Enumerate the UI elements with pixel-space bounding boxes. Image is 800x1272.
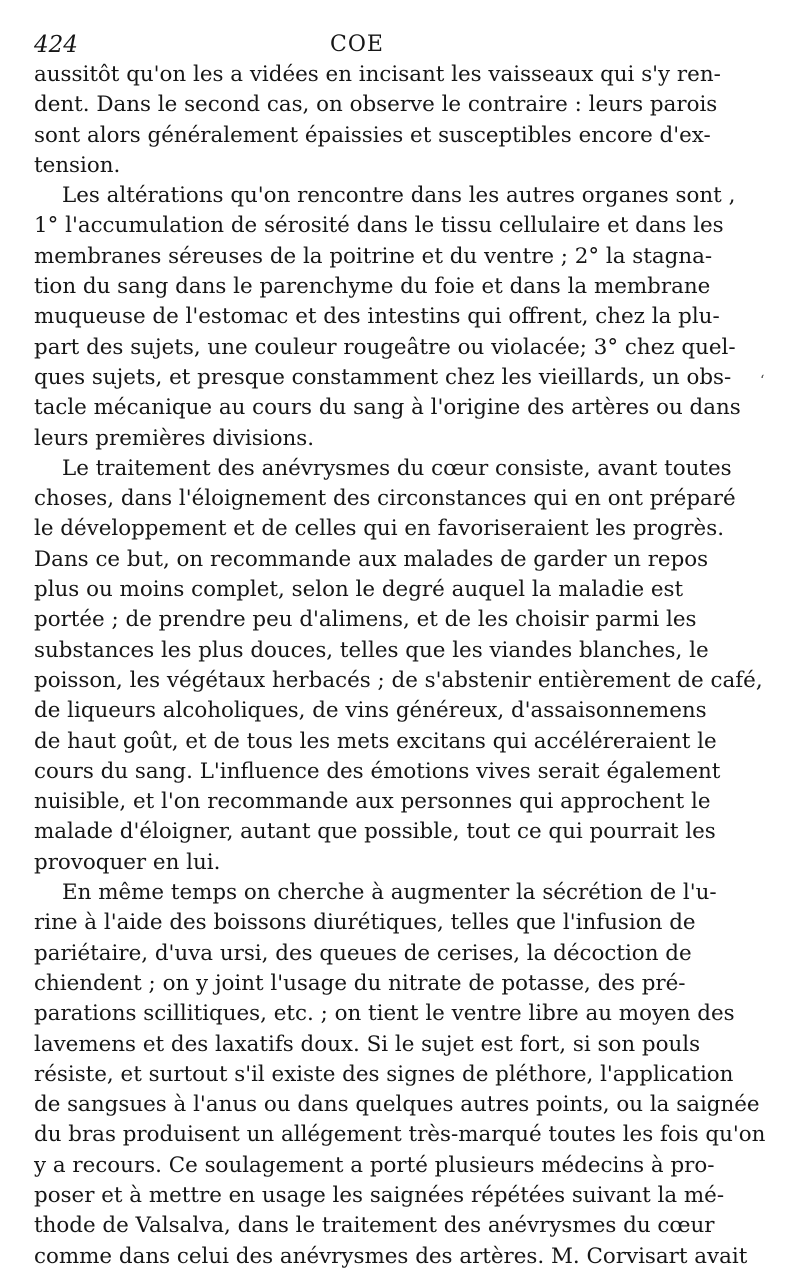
text-line: dent. Dans le second cas, on observe le contraire : leurs parois — [34, 92, 718, 118]
text-line: le développement et de celles qui en favoriseraient les progrès. — [34, 516, 724, 542]
text-line: parations scillitiques, etc. ; on tient le ventre libre au moyen des — [34, 1001, 735, 1027]
text-line: tacle mécanique au cours du sang à l'origine des artères ou dans — [34, 395, 741, 421]
text-line: y a recours. Ce soulagement a porté plusieurs médecins à pro- — [34, 1152, 715, 1178]
text-line: du bras produisent un allégement très-marqué toutes les fois qu'on — [34, 1122, 766, 1148]
text-line: chiendent ; on y joint l'usage du nitrate de potasse, des pré- — [34, 970, 686, 996]
text-line: En même temps on cherche à augmenter la sécrétion de l'u- — [62, 880, 717, 906]
text-line: cours du sang. L'influence des émotions vives serait également — [34, 758, 721, 784]
text-line: malade d'éloigner, autant que possible, tout ce qui pourrait les — [34, 819, 716, 845]
text-line: provoquer en lui. — [34, 849, 221, 875]
text-line: plus ou moins complet, selon le degré auquel la maladie est — [34, 577, 684, 603]
text-line: aussitôt qu'on les a vidées en incisant les vaisseaux qui s'y ren- — [34, 62, 721, 87]
text-line: Les altérations qu'on rencontre dans les autres organes sont , — [62, 183, 736, 209]
page-number: 424 — [34, 32, 78, 58]
page-header — [34, 30, 680, 64]
text-line: Dans ce but, on recommande aux malades de garder un repos — [34, 546, 709, 572]
text-line: résiste, et surtout s'il existe des signes de pléthore, l'application — [34, 1061, 734, 1087]
text-line: thode de Valsalva, dans le traitement des anévrysmes du cœur — [34, 1213, 715, 1239]
text-line: comme dans celui des anévrysmes des artères. M. Corvisart avait — [34, 1243, 748, 1269]
text-line: choses, dans l'éloignement des circonstances qui en ont préparé — [34, 486, 736, 512]
text-line: 1° l'accumulation de sérosité dans le tissu cellulaire et dans les — [34, 213, 724, 239]
text-line: rine à l'aide des boissons diurétiques, telles que l'infusion de — [34, 910, 696, 936]
text-line: nuisible, et l'on recommande aux personnes qui approchent le — [34, 789, 711, 815]
body-text — [34, 60, 766, 1272]
text-line: de liqueurs alcoholiques, de vins généreux, d'assaisonnemens — [34, 698, 707, 724]
text-line: portée ; de prendre peu d'alimens, et de les choisir parmi les — [34, 607, 697, 633]
text-line: pariétaire, d'uva ursi, des queues de cerises, la décoction de — [34, 940, 692, 966]
text-line: tion du sang dans le parenchyme du foie et dans la membrane — [34, 274, 711, 300]
text-line: Le traitement des anévrysmes du cœur consiste, avant toutes — [62, 455, 732, 481]
text-line: sont alors généralement épaissies et susceptibles encore d'ex- — [34, 122, 711, 148]
text-line: membranes séreuses de la poitrine et du ventre ; 2° la stagna- — [34, 243, 713, 269]
text-line: de haut goût, et de tous les mets excitans qui accéléreraient le — [34, 728, 717, 754]
text-line: leurs premières divisions. — [34, 425, 315, 451]
text-line: ques sujets, et presque constamment chez les vieillards, un obs- — [34, 364, 732, 390]
text-line: poisson, les végétaux herbacés ; de s'abstenir entièrement de café, — [34, 667, 763, 693]
text-line: de sangsues à l'anus ou dans quelques autres points, ou la saignée — [34, 1092, 760, 1118]
text-line: part des sujets, une couleur rougeâtre ou violacée; 3° chez quel- — [34, 334, 736, 360]
text-line: muqueuse de l'estomac et des intestins qui offrent, chez la plu- — [34, 304, 720, 330]
margin-mark: ‘ — [760, 373, 765, 389]
text-line: substances les plus douces, telles que les viandes blanches, le — [34, 637, 709, 663]
text-line: poser et à mettre en usage les saignées répétées suivant la mé- — [34, 1182, 725, 1208]
running-head: COE — [330, 32, 384, 57]
text-line: tension. — [34, 152, 121, 178]
text-line: lavemens et des laxatifs doux. Si le sujet est fort, si son pouls — [34, 1031, 701, 1057]
